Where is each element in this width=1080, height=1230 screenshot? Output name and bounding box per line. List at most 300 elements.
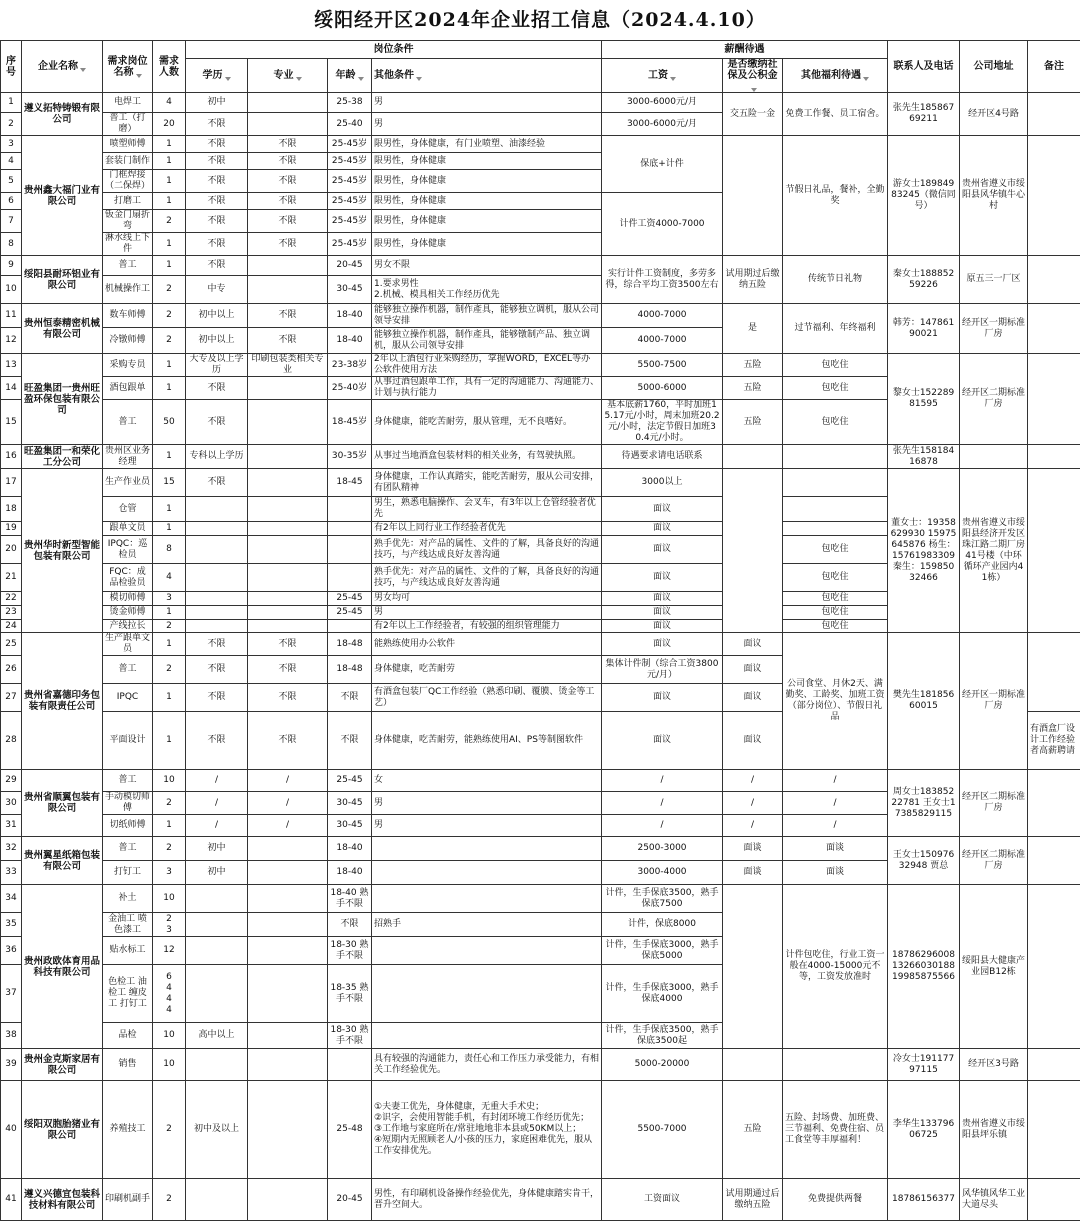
table-cell: 25-45 [328,592,372,606]
table-cell: 贵州金克斯家居有限公司 [22,1049,103,1081]
table-cell [1028,1179,1080,1221]
header-address: 公司地址 [960,41,1028,93]
table-cell: 不限 [186,233,248,256]
table-cell: 计件，生手保底3500，熟手保底7500 [602,885,723,913]
table-cell: 面议 [602,712,723,770]
table-cell: 五险 [723,377,783,400]
table-cell: 不限 [248,210,328,233]
table-cell: 采购专员 [103,354,153,377]
table-row [1,445,1080,469]
table-cell: / [602,770,723,792]
table-cell: 普工 [103,656,153,684]
filter-dropdown-icon[interactable] [670,77,676,81]
table-cell: 原五三一厂区 [960,256,1028,304]
table-cell: 2 [153,304,186,328]
table-cell [248,497,328,522]
table-cell: 18-30 熟手不限 [328,1023,372,1049]
table-cell: 五险 [723,400,783,445]
table-cell: 不限 [186,210,248,233]
page-title: 绥阳经开区2024年企业招工信息（2024.4.10） [314,9,766,31]
table-cell [1028,136,1080,256]
table-cell: 不限 [186,656,248,684]
table-cell: 23-38岁 [328,354,372,377]
table-row [1,256,1080,276]
table-cell: 身体健康，工作认真踏实，能吃苦耐劳，服从公司安排，有团队精神 [372,469,602,497]
filter-dropdown-icon[interactable] [863,77,869,81]
table-cell: 从事过酒包跟单工作，具有一定的沟通能力、沟通能力、计划与执行能力 [372,377,602,400]
table-cell [248,445,328,469]
table-cell: 黎女士15228981595 [888,354,960,445]
table-cell [248,536,328,564]
table-cell: 不限 [248,328,328,354]
table-cell [248,837,328,861]
table-cell [248,592,328,606]
table-cell: 29 [1,770,22,792]
table-cell: 10 [153,770,186,792]
table-cell: 金油工 喷色漆工 [103,913,153,937]
table-cell: 25-45岁 [328,153,372,170]
table-cell: 2500-3000 [602,837,723,861]
table-cell: 男 [372,792,602,815]
table-cell: 印刷包装类相关专业 [248,354,328,377]
table-cell: 机械操作工 [103,276,153,304]
table-cell: 面议 [602,633,723,656]
table-cell: 6 4 4 4 [153,965,186,1023]
table-cell: 限男性，身体健康 [372,193,602,210]
table-cell: 25-45岁 [328,170,372,193]
table-cell: 30-45 [328,815,372,837]
table-cell: 25-45岁 [328,136,372,153]
table-cell: 是 [723,304,783,354]
table-cell: 初中以上 [186,304,248,328]
table-cell: 待遇要求请电话联系 [602,445,723,469]
table-cell: / [723,815,783,837]
table-cell: 18-48 [328,656,372,684]
table-cell: 初中 [186,861,248,885]
header-contact: 联系人及电话 [888,41,960,93]
table-cell [186,606,248,620]
table-cell: 数车师傅 [103,304,153,328]
table-cell: 经开区3号路 [960,1049,1028,1081]
table-cell: 男 [372,113,602,136]
table-cell: ①夫妻工优先，身体健康，无重大手术史； ②识字，会使用智能手机，有封闭环境工作经历优先； ③工作地与家庭所在/常驻地地非本县或50KM以上； ④短期内无照顾老人/小孩的压力，家庭困难优先，服从工作安排优先。 [372,1081,602,1179]
table-cell: 试用期过后缴纳五险 [723,256,783,304]
header-age: 年龄 [328,59,372,93]
table-cell [248,913,328,937]
table-cell: 4 [153,93,186,113]
table-cell: 包吃住 [783,592,888,606]
table-cell: 面议 [602,606,723,620]
table-cell: 34 [1,885,22,913]
table-cell [723,445,783,469]
table-cell [1028,469,1080,633]
table-cell: 销售 [103,1049,153,1081]
table-cell: 50 [153,400,186,445]
table-cell: 基本底薪1760，平时加班15.17元/小时，周末加班20.2元/小时，法定节假日加班30.4元/小时。 [602,400,723,445]
table-cell: 仓管 [103,497,153,522]
table-cell: 5500-7500 [602,354,723,377]
table-cell: 2 3 [153,913,186,937]
table-cell: 贵州恒泰精密机械有限公司 [22,304,103,354]
table-cell: 1 [153,256,186,276]
table-cell: 1 [153,193,186,210]
table-cell: 不限 [248,304,328,328]
table-cell [328,620,372,633]
table-cell [186,913,248,937]
table-cell: 25-45 [328,606,372,620]
table-row [1,1081,1080,1179]
table-cell: 15 [153,469,186,497]
table-cell [1028,445,1080,469]
header-seq: 序号 [1,41,22,93]
table-cell: / [783,770,888,792]
table-cell [248,1023,328,1049]
table-cell [328,564,372,592]
table-cell: 女 [372,770,602,792]
table-cell [1028,354,1080,445]
table-cell: / [186,815,248,837]
table-cell [328,1049,372,1081]
table-cell: 18786296008 13266030188 19985875566 [888,885,960,1049]
table-cell: 能够独立操作机器，制作產具，能够镦制产品、独立调机，服从公司领导安排 [372,328,602,354]
table-cell: 贵州华时新型智能包装有限公司 [22,469,103,633]
table-cell: 面谈 [783,837,888,861]
table-cell: 25-45岁 [328,193,372,210]
table-cell [783,522,888,536]
filter-dropdown-icon[interactable] [751,88,757,92]
table-cell [328,522,372,536]
table-cell: 7 [1,210,22,233]
table-cell: 游女士18984983245（微信同号） [888,136,960,256]
table-cell: 5 [1,170,22,193]
table-cell: 28 [1,712,22,770]
table-cell: 25 [1,633,22,656]
table-cell: 3 [153,861,186,885]
table-cell: 11 [1,304,22,328]
table-cell: 贵州区业务经理 [103,445,153,469]
table-cell [186,1179,248,1221]
table-cell: 男 [372,93,602,113]
table-cell [372,837,602,861]
table-cell: 8 [1,233,22,256]
table-cell: 18-45 [328,469,372,497]
table-cell: 16 [1,445,22,469]
table-cell: 套装门制作 [103,153,153,170]
filter-dropdown-icon[interactable] [80,68,86,72]
table-cell: 5500-7000 [602,1081,723,1179]
table-cell [248,937,328,965]
table-cell: 五险 [723,1081,783,1179]
header-welfare: 其他福利待遇 [783,59,888,93]
table-cell [248,93,328,113]
table-cell: 初中 [186,837,248,861]
table-cell: 2年以上酒包行业采购经历，掌握WORD，EXCEL等办公软件使用方法 [372,354,602,377]
table-cell: 有酒盒包装厂QC工作经验（熟悉印刷、覆膜、烫金等工艺） [372,684,602,712]
table-cell [186,965,248,1023]
table-cell: 4 [153,564,186,592]
table-cell: 3000-4000 [602,861,723,885]
table-cell: 跟单文员 [103,522,153,536]
table-cell: 绥阳双胞胎猪业有限公司 [22,1081,103,1179]
table-cell: 有酒盒厂设计工作经验者高薪聘请 [1028,712,1080,770]
table-cell: 不限 [186,400,248,445]
table-cell: 不限 [248,136,328,153]
table-cell [372,885,602,913]
table-cell: 普工 [103,770,153,792]
table-cell [186,564,248,592]
table-cell [1028,256,1080,304]
table-cell: 3000-6000元/月 [602,93,723,113]
table-cell: 不限 [248,712,328,770]
table-cell: 贴水标工 [103,937,153,965]
table-cell: 9 [1,256,22,276]
table-cell: 18-48 [328,633,372,656]
table-cell: 不限 [186,193,248,210]
table-cell [248,113,328,136]
table-cell: 从事过当地酒盒包装材料的相关业务，有驾驶执照。 [372,445,602,469]
table-cell [1028,885,1080,1049]
table-cell: 养殖技工 [103,1081,153,1179]
table-cell [248,606,328,620]
table-cell: / [602,792,723,815]
table-cell: 五险 [723,354,783,377]
table-cell: 贵州省嘉德印务包装有限责任公司 [22,633,103,770]
table-cell [1028,93,1080,136]
table-cell: 初中及以上 [186,1081,248,1179]
table-cell: 免费提供两餐 [783,1179,888,1221]
table-cell: 20-45 [328,1179,372,1221]
table-cell: 22 [1,592,22,606]
table-cell [248,885,328,913]
table-row [1,354,1080,377]
table-cell: 工资面议 [602,1179,723,1221]
table-cell [248,965,328,1023]
table-cell: 经开区4号路 [960,93,1028,136]
table-row [1,770,1080,792]
table-cell: 有2年以上工作经验者，有较强的组织管理能力 [372,620,602,633]
filter-dropdown-icon[interactable] [225,77,231,81]
table-cell: 面议 [602,522,723,536]
table-cell: 限男性，身体健康 [372,233,602,256]
table-cell: 熟手优先：对产品的属性、文件的了解，具备良好的沟通技巧，与产线达成良好友善沟通 [372,564,602,592]
table-cell: 经开区一期标准厂房 [960,304,1028,354]
table-cell: 18 [1,497,22,522]
table-cell: 计件，生手保底3500，熟手保底3500起 [602,1023,723,1049]
table-cell: 贵州翼星纸箱包装有限公司 [22,837,103,885]
filter-dropdown-icon[interactable] [416,77,422,81]
table-cell: 限男性，身体健康 [372,153,602,170]
table-cell: 樊先生18185660015 [888,633,960,770]
header-salary: 工资 [602,59,723,93]
table-cell: 经开区二期标准厂房 [960,770,1028,837]
table-cell: 2 [153,620,186,633]
table-cell: 高中以上 [186,1023,248,1049]
table-cell: 计件工资4000-7000 [602,193,723,256]
table-cell: 董女士：19358629930 15975645876 杨生：15761983309 秦生：15985032466 [888,469,960,633]
table-cell: IPQC：巡检员 [103,536,153,564]
filter-dropdown-icon[interactable] [358,77,364,81]
table-cell: 1 [153,522,186,536]
table-cell: 1 [153,497,186,522]
table-cell: / [783,792,888,815]
table-cell: 公司食堂、月休2天、满勤奖、工龄奖、加班工资（部分岗位）、节假日礼品 [783,633,888,770]
table-cell: 1.要求男性 2.机械、模具相关工作经历优先 [372,276,602,304]
table-cell: 1 [153,136,186,153]
table-cell: 冷镦师傅 [103,328,153,354]
table-cell: 包吃住 [783,620,888,633]
table-cell: 传统节日礼物 [783,256,888,304]
table-cell: 4 [1,153,22,170]
table-cell: 20-45 [328,256,372,276]
table-cell [248,620,328,633]
table-cell: 20 [153,113,186,136]
filter-dropdown-icon[interactable] [136,74,142,78]
table-cell: 能够独立操作机器，制作產具，能够独立调机，服从公司领导安排 [372,304,602,328]
table-cell: 18-40 熟手不限 [328,885,372,913]
table-cell: 手动模切师傅 [103,792,153,815]
table-cell: 普工 [103,837,153,861]
table-cell: 25-48 [328,1081,372,1179]
table-cell: 周女士18385222781 王女士17385829115 [888,770,960,837]
table-cell: 不限 [186,136,248,153]
header-conditions: 岗位条件 [186,41,602,59]
table-cell [723,469,783,633]
table-cell: 面谈 [723,861,783,885]
table-cell: 具有较强的沟通能力，责任心和工作压力承受能力，有相关工作经验优先。 [372,1049,602,1081]
table-cell: 18-40 [328,328,372,354]
table-cell [186,592,248,606]
table-cell: 贵州鑫大福门业有限公司 [22,136,103,256]
table-cell: 绥阳县大健康产业园B12栋 [960,885,1028,1049]
table-cell: 面议 [723,656,783,684]
table-cell: 男 [372,606,602,620]
table-cell: 色检工 油检工 缠皮工 打钉工 [103,965,153,1023]
table-cell: 10 [153,1023,186,1049]
table-cell: / [186,792,248,815]
table-cell [783,1049,888,1081]
table-cell: 风华镇风华工业大道尽头 [960,1179,1028,1221]
table-cell: 实行计件工资制度，多劳多得，综合平均工资3500左右 [602,256,723,304]
table-cell: 遵义兴德宜包装科技材料有限公司 [22,1179,103,1221]
table-cell: 限男性，身体健康 [372,170,602,193]
table-cell [1028,1049,1080,1081]
table-cell: 经开区二期标准厂房 [960,354,1028,445]
table-cell: 不限 [186,684,248,712]
table-cell: 30-45 [328,276,372,304]
table-cell: 不限 [186,712,248,770]
table-cell: 不限 [186,170,248,193]
table-cell: 大专及以上学历 [186,354,248,377]
table-header [1,41,1080,93]
table-cell: 21 [1,564,22,592]
table-cell: 25-40岁 [328,377,372,400]
table-row [1,93,1080,113]
table-row [1,469,1080,497]
filter-dropdown-icon[interactable] [296,77,302,81]
table-cell: 不限 [248,170,328,193]
table-cell: 31 [1,815,22,837]
table-cell [372,937,602,965]
table-cell: 面议 [602,536,723,564]
table-cell: 4000-7000 [602,304,723,328]
table-cell: 不限 [328,913,372,937]
table-cell: 男生，熟悉电脑操作、会叉车，有3年以上仓管经验者优先 [372,497,602,522]
table-cell: 过节福利、年终福利 [783,304,888,354]
header-position: 需求岗位名称 [103,41,153,93]
table-cell: 包吃住 [783,564,888,592]
table-cell: 32 [1,837,22,861]
table-cell [248,469,328,497]
table-cell: 集体计件制（综合工资3800元/月） [602,656,723,684]
table-cell: 免费工作餐、员工宿舍。 [783,93,888,136]
table-cell: 男性，有印刷机设备操作经验优先，身体健康踏实肯干，晋升空间大。 [372,1179,602,1221]
table-cell [328,497,372,522]
table-cell: 2 [153,656,186,684]
table-cell: 4000-7000 [602,328,723,354]
table-cell: 1 [153,712,186,770]
recruitment-table [0,40,1080,1221]
table-cell [186,885,248,913]
table-cell: 37 [1,965,22,1023]
table-cell [783,445,888,469]
table-cell: 产线拉长 [103,620,153,633]
table-cell: 1 [153,233,186,256]
table-cell: 39 [1,1049,22,1081]
table-cell: 1 [153,445,186,469]
table-cell: 25-40 [328,113,372,136]
table-cell: 身体健康，吃苦耐劳，能熟练使用AI、PS等制图软件 [372,712,602,770]
table-cell [372,1023,602,1049]
table-cell: 面议 [602,684,723,712]
table-cell: 熟手优先：对产品的属性、文件的了解，具备良好的沟通技巧，与产线达成良好友善沟通 [372,536,602,564]
table-cell: 贵州政欧体育用品科技有限公司 [22,885,103,1049]
table-cell: 30-45 [328,792,372,815]
table-cell [723,885,783,1049]
table-cell: 贵州省遵义市绥阳县经济开发区珠江路二期厂房41号楼（中环循环产业园内41栋） [960,469,1028,633]
table-cell: 面议 [602,497,723,522]
table-cell [248,276,328,304]
table-cell: 面议 [602,592,723,606]
table-cell [248,400,328,445]
table-cell: / [248,792,328,815]
table-cell [186,536,248,564]
table-cell: 2 [153,792,186,815]
table-cell [372,861,602,885]
table-cell: 补土 [103,885,153,913]
table-cell: 不限 [328,684,372,712]
table-cell: 面议 [723,684,783,712]
table-cell: 普工 [103,256,153,276]
table-cell: 25-38 [328,93,372,113]
table-cell [186,937,248,965]
table-cell [783,469,888,497]
table-cell [186,522,248,536]
table-cell: 生产作业员 [103,469,153,497]
table-cell: 18-40 [328,304,372,328]
table-cell: 30 [1,792,22,815]
table-cell: 36 [1,937,22,965]
table-cell: 2 [153,210,186,233]
table-cell: IPQC [103,684,153,712]
table-cell: 2 [1,113,22,136]
table-body [1,93,1080,1221]
table-cell: / [186,770,248,792]
table-cell: 韩芳：14786190021 [888,304,960,354]
table-cell [960,445,1028,469]
table-cell [723,136,783,256]
table-cell: 身体健康，吃苦耐劳 [372,656,602,684]
table-cell: 2 [153,837,186,861]
